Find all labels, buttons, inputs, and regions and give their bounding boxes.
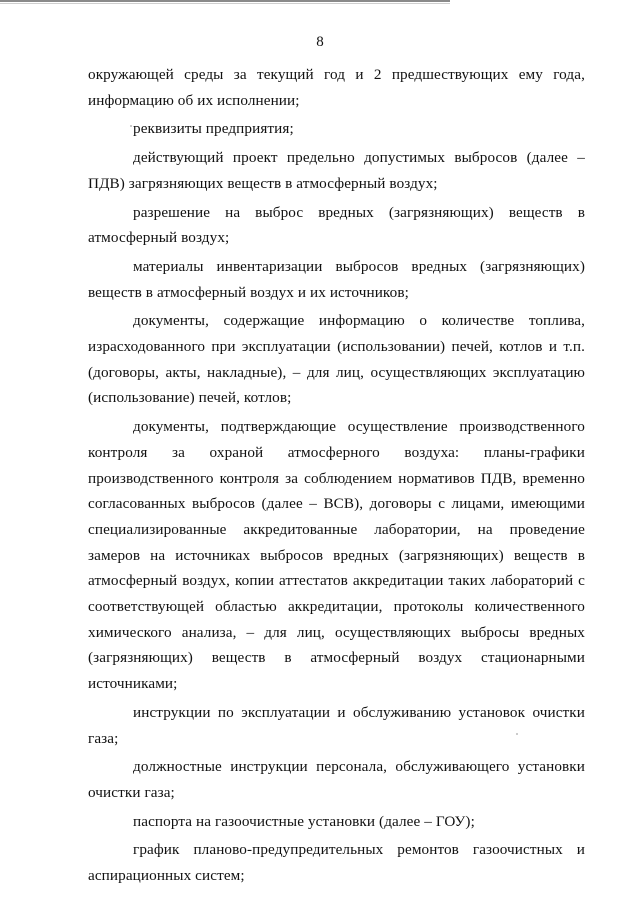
- paragraph: паспорта на газоочистные установки (далее – ГОУ);: [133, 812, 475, 830]
- paragraph: окружающей среды за текущий год и 2 предшествующих ему года, информацию об их исполнении;: [88, 66, 585, 109]
- scan-speck: [516, 733, 518, 735]
- scan-edge-line: [0, 0, 450, 2]
- page-number: 8: [316, 34, 324, 50]
- paragraph: документы, содержащие информацию о количестве топлива, израсходованного при эксплуатации (использовании) печей, котлов и т.п. (договоры, акты, накладные), – для лиц, осуществляющих эксплуатацию (использование) печей, котлов;: [88, 312, 585, 407]
- paragraph: график планово-предупредительных ремонтов газоочистных и аспирационных систем;: [88, 841, 585, 885]
- paragraph: инструкции по эксплуатации и обслуживанию установок очистки газа;: [88, 703, 585, 747]
- paragraph: документы, подтверждающие осуществление производственного контроля за охраной атмосферного воздуха: планы-графики производственного контроля за соблюдением нормативов ПДВ, временно согласованных выбросов (далее – ВСВ), договоры с лицами, имеющими специализированные аккредитованные лаборатории, на проведение замеров на источниках выбросов вредных (загрязняющих) веществ в атмосферный воздух, копии аттестатов аккредитации таких лабораторий с соответствующей областью аккредитации, протоколы количественного химического анализа, – для лиц, осуществляющих выбросы вредных (загрязняющих) веществ в атмосферный воздух стационарными источниками;: [88, 418, 585, 693]
- paragraph: реквизиты предприятия;: [133, 120, 294, 138]
- paragraph: разрешение на выброс вредных (загрязняющих) веществ в атмосферный воздух;: [88, 203, 585, 247]
- scan-edge-line-shadow: [0, 3, 450, 4]
- paragraph: должностные инструкции персонала, обслуживающего установки очистки газа;: [88, 758, 585, 801]
- document-body: [88, 62, 585, 889]
- paragraph: действующий проект предельно допустимых выбросов (далее – ПДВ) загрязняющих веществ в атмосферный воздух;: [88, 149, 585, 192]
- scan-speck: [130, 125, 132, 127]
- paragraph: материалы инвентаризации выбросов вредных (загрязняющих) веществ в атмосферный воздух и их источников;: [88, 257, 585, 301]
